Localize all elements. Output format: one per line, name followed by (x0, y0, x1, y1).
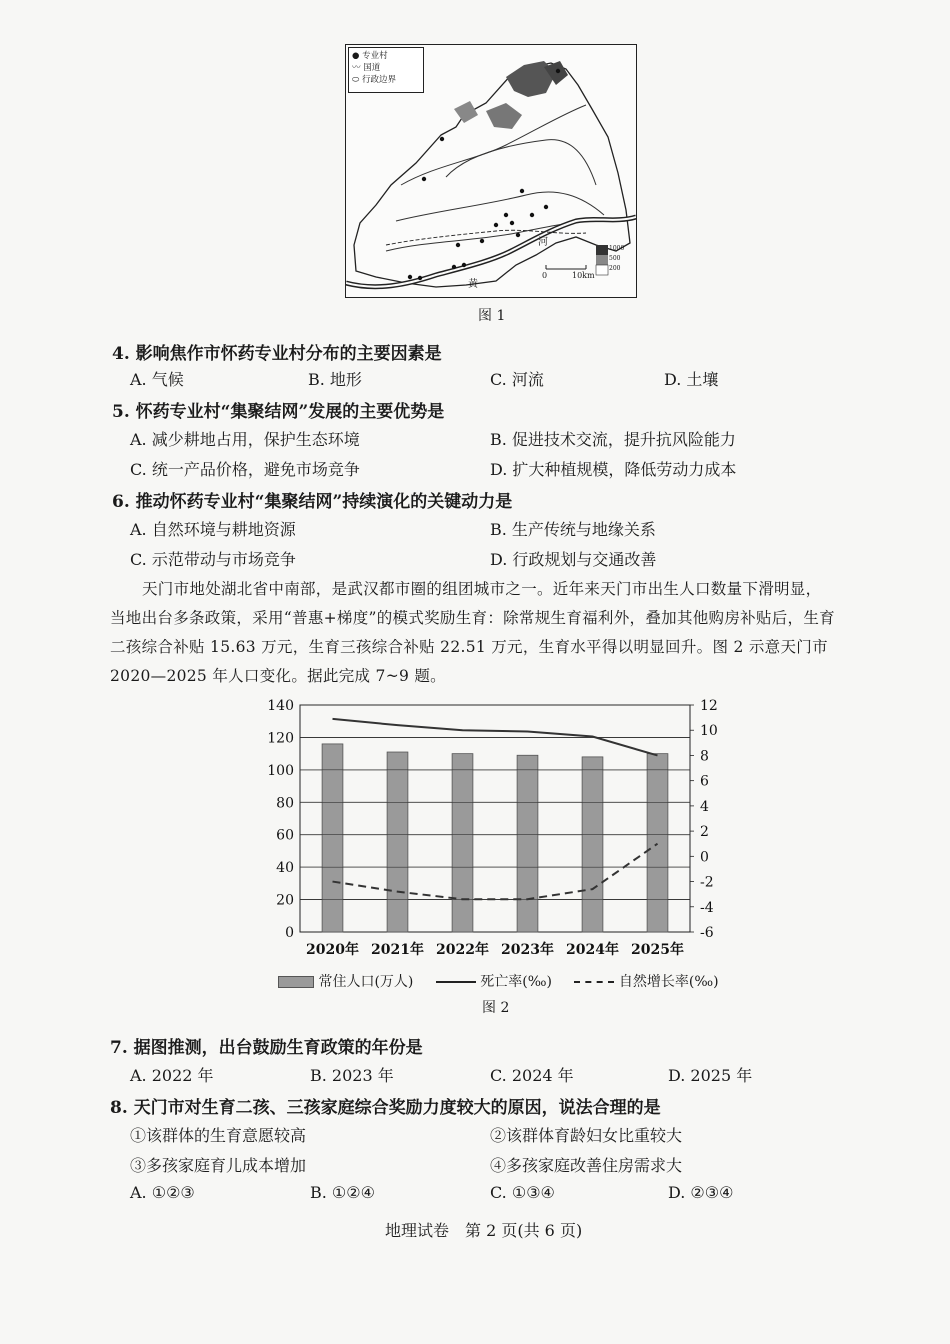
specialty-villages (408, 69, 560, 280)
q8-statement-2: ②该群体育龄妇女比重较大 (490, 1126, 683, 1145)
x-category-label: 2023年 (501, 942, 554, 958)
right-tick-label: 4 (700, 798, 709, 815)
x-category-label: 2022年 (436, 942, 489, 958)
river-label: 河 (538, 237, 548, 248)
question-4-stem: 4. 影响焦作市怀药专业村分布的主要因素是 (112, 344, 442, 364)
specialty-village-dot (480, 239, 484, 243)
legend-label: 国道 (363, 63, 381, 73)
population-bar (322, 744, 343, 932)
population-bar (647, 754, 668, 932)
passage-line: 二孩综合补贴 15.63 万元，生育三孩综合补贴 22.51 万元，生育水平得以明显回升。图 2 示意天门市 (110, 638, 828, 656)
q5-option-b[interactable]: B. 促进技术交流，提升抗风险能力 (490, 430, 736, 449)
figure-1-caption: 图 1 (478, 308, 506, 324)
passage-line: 天门市地处湖北省中南部，是武汉都市圈的组团城市之一。近年来天门市出生人口数量下滑明显， (142, 580, 822, 598)
question-6-stem: 6. 推动怀药专业村“集聚结网”持续演化的关键动力是 (112, 492, 513, 512)
right-tick-label: 0 (700, 849, 709, 866)
map-legend (348, 47, 424, 93)
elevation-label: 1000 (609, 245, 625, 252)
q8-option-c[interactable]: C. ①③④ (490, 1183, 555, 1202)
specialty-village-dot (422, 177, 426, 181)
passage-line: 2020—2025 年人口变化。据此完成 7~9 题。 (110, 667, 446, 685)
legend-label: 专业村 (362, 51, 388, 61)
highland-area (486, 103, 522, 129)
scale-start-label: 0 (542, 271, 548, 280)
legend-item-road: 〰 国道 (352, 63, 381, 73)
chart-legend (278, 971, 719, 991)
question-5-stem: 5. 怀药专业村“集聚结网”发展的主要优势是 (112, 402, 445, 422)
legend-item-village: ● 专业村 (352, 51, 388, 61)
q8-statement-3: ③多孩家庭育儿成本增加 (130, 1156, 307, 1175)
q8-statement-1: ①该群体的生育意愿较高 (130, 1126, 307, 1145)
elevation-label: 500 (609, 255, 621, 262)
q8-statement-4: ④多孩家庭改善住房需求大 (490, 1156, 683, 1175)
right-tick-label: -4 (700, 899, 714, 916)
right-tick-label: -2 (700, 874, 714, 891)
q6-option-a[interactable]: A. 自然环境与耕地资源 (130, 520, 296, 539)
contour-line (396, 192, 604, 221)
specialty-village-dot (510, 221, 514, 225)
q8-option-b[interactable]: B. ①②④ (310, 1183, 375, 1202)
contour-line (446, 140, 596, 185)
left-tick-label: 120 (267, 730, 294, 747)
q6-option-d[interactable]: D. 行政规划与交通改善 (490, 550, 657, 569)
specialty-village-dot (408, 275, 412, 279)
legend-label-growth-rate: 自然增长率(‰) (618, 974, 719, 990)
left-tick-label: 100 (267, 762, 294, 779)
q6-option-c[interactable]: C. 示范带动与市场竞争 (130, 550, 296, 569)
q4-option-b[interactable]: B. 地形 (308, 370, 362, 389)
admin-boundary (354, 63, 630, 287)
map-figure-1 (345, 44, 637, 298)
population-chart (240, 690, 730, 960)
x-category-label: 2021年 (371, 942, 424, 958)
left-tick-label: 20 (276, 892, 294, 909)
q8-option-a[interactable]: A. ①②③ (130, 1183, 195, 1202)
specialty-village-dot (462, 263, 466, 267)
specialty-village-dot (418, 276, 422, 280)
elevation-label: 200 (609, 265, 621, 272)
left-tick-label: 0 (285, 925, 294, 941)
right-tick-label: -6 (700, 925, 714, 941)
specialty-village-dot (544, 205, 548, 209)
specialty-village-dot (520, 189, 524, 193)
q7-option-b[interactable]: B. 2023 年 (310, 1066, 394, 1085)
specialty-village-dot (494, 223, 498, 227)
specialty-village-dot (504, 213, 508, 217)
q8-option-d[interactable]: D. ②③④ (668, 1183, 734, 1202)
legend-swatch-bar (278, 976, 314, 988)
right-tick-label: 2 (700, 824, 709, 841)
page-footer: 地理试卷 第 2 页(共 6 页) (385, 1221, 583, 1240)
figure-2-caption: 图 2 (482, 1000, 510, 1016)
x-category-label: 2025年 (631, 942, 684, 958)
population-bar (452, 754, 473, 932)
passage (110, 575, 870, 691)
left-tick-label: 60 (276, 827, 294, 844)
specialty-village-dot (452, 265, 456, 269)
specialty-village-dot (556, 69, 560, 73)
passage-line: 当地出台多条政策，采用“普惠+梯度”的模式奖励生育：除常规生育福利外，叠加其他购房补贴后，生育 (110, 609, 835, 627)
left-tick-label: 140 (267, 698, 294, 714)
right-tick-label: 6 (700, 773, 709, 790)
q5-option-a[interactable]: A. 减少耕地占用，保护生态环境 (130, 430, 360, 449)
elevation-swatch-mid (596, 255, 608, 265)
legend-item-boundary: ⬭ 行政边界 (352, 75, 396, 85)
legend-label-population: 常住人口(万人) (318, 974, 414, 990)
legend-swatch-dashed (574, 981, 614, 983)
legend-label-death-rate: 死亡率(‰) (480, 974, 553, 990)
q4-option-a[interactable]: A. 气候 (130, 370, 184, 389)
x-category-label: 2020年 (306, 942, 359, 958)
contour-line (386, 221, 586, 251)
q7-option-a[interactable]: A. 2022 年 (130, 1066, 214, 1085)
scale-end-label: 10km (572, 271, 595, 280)
population-bar (517, 755, 538, 932)
legend-swatch-solid (436, 981, 476, 983)
q7-option-c[interactable]: C. 2024 年 (490, 1066, 574, 1085)
specialty-village-dot (456, 243, 460, 247)
river-label: 黄 (468, 279, 478, 290)
natural-growth-line (333, 844, 658, 899)
population-bar (387, 752, 408, 932)
highland-area (454, 101, 478, 123)
question-8-stem: 8. 天门市对生育二孩、三孩家庭综合奖励力度较大的原因，说法合理的是 (110, 1098, 661, 1118)
left-tick-label: 40 (276, 860, 294, 877)
q6-option-b[interactable]: B. 生产传统与地缘关系 (490, 520, 656, 539)
specialty-village-dot (440, 137, 444, 141)
elevation-swatch-low (596, 265, 608, 275)
plot-frame (300, 705, 690, 932)
q4-option-c[interactable]: C. 河流 (490, 370, 544, 389)
q5-option-d[interactable]: D. 扩大种植规模，降低劳动力成本 (490, 460, 737, 479)
question-7-stem: 7. 据图推测，出台鼓励生育政策的年份是 (110, 1038, 423, 1058)
elevation-swatch-high (596, 245, 608, 255)
right-tick-label: 10 (700, 723, 718, 740)
q5-option-c[interactable]: C. 统一产品价格，避免市场竞争 (130, 460, 360, 479)
x-category-label: 2024年 (566, 942, 619, 958)
right-tick-label: 12 (700, 698, 718, 714)
specialty-village-dot (516, 233, 520, 237)
left-tick-label: 80 (276, 795, 294, 812)
population-bar (582, 757, 603, 932)
q4-option-d[interactable]: D. 土壤 (664, 370, 719, 389)
legend-label: 行政边界 (361, 75, 396, 85)
q7-option-d[interactable]: D. 2025 年 (668, 1066, 753, 1085)
specialty-village-dot (530, 213, 534, 217)
right-tick-label: 8 (700, 748, 709, 765)
